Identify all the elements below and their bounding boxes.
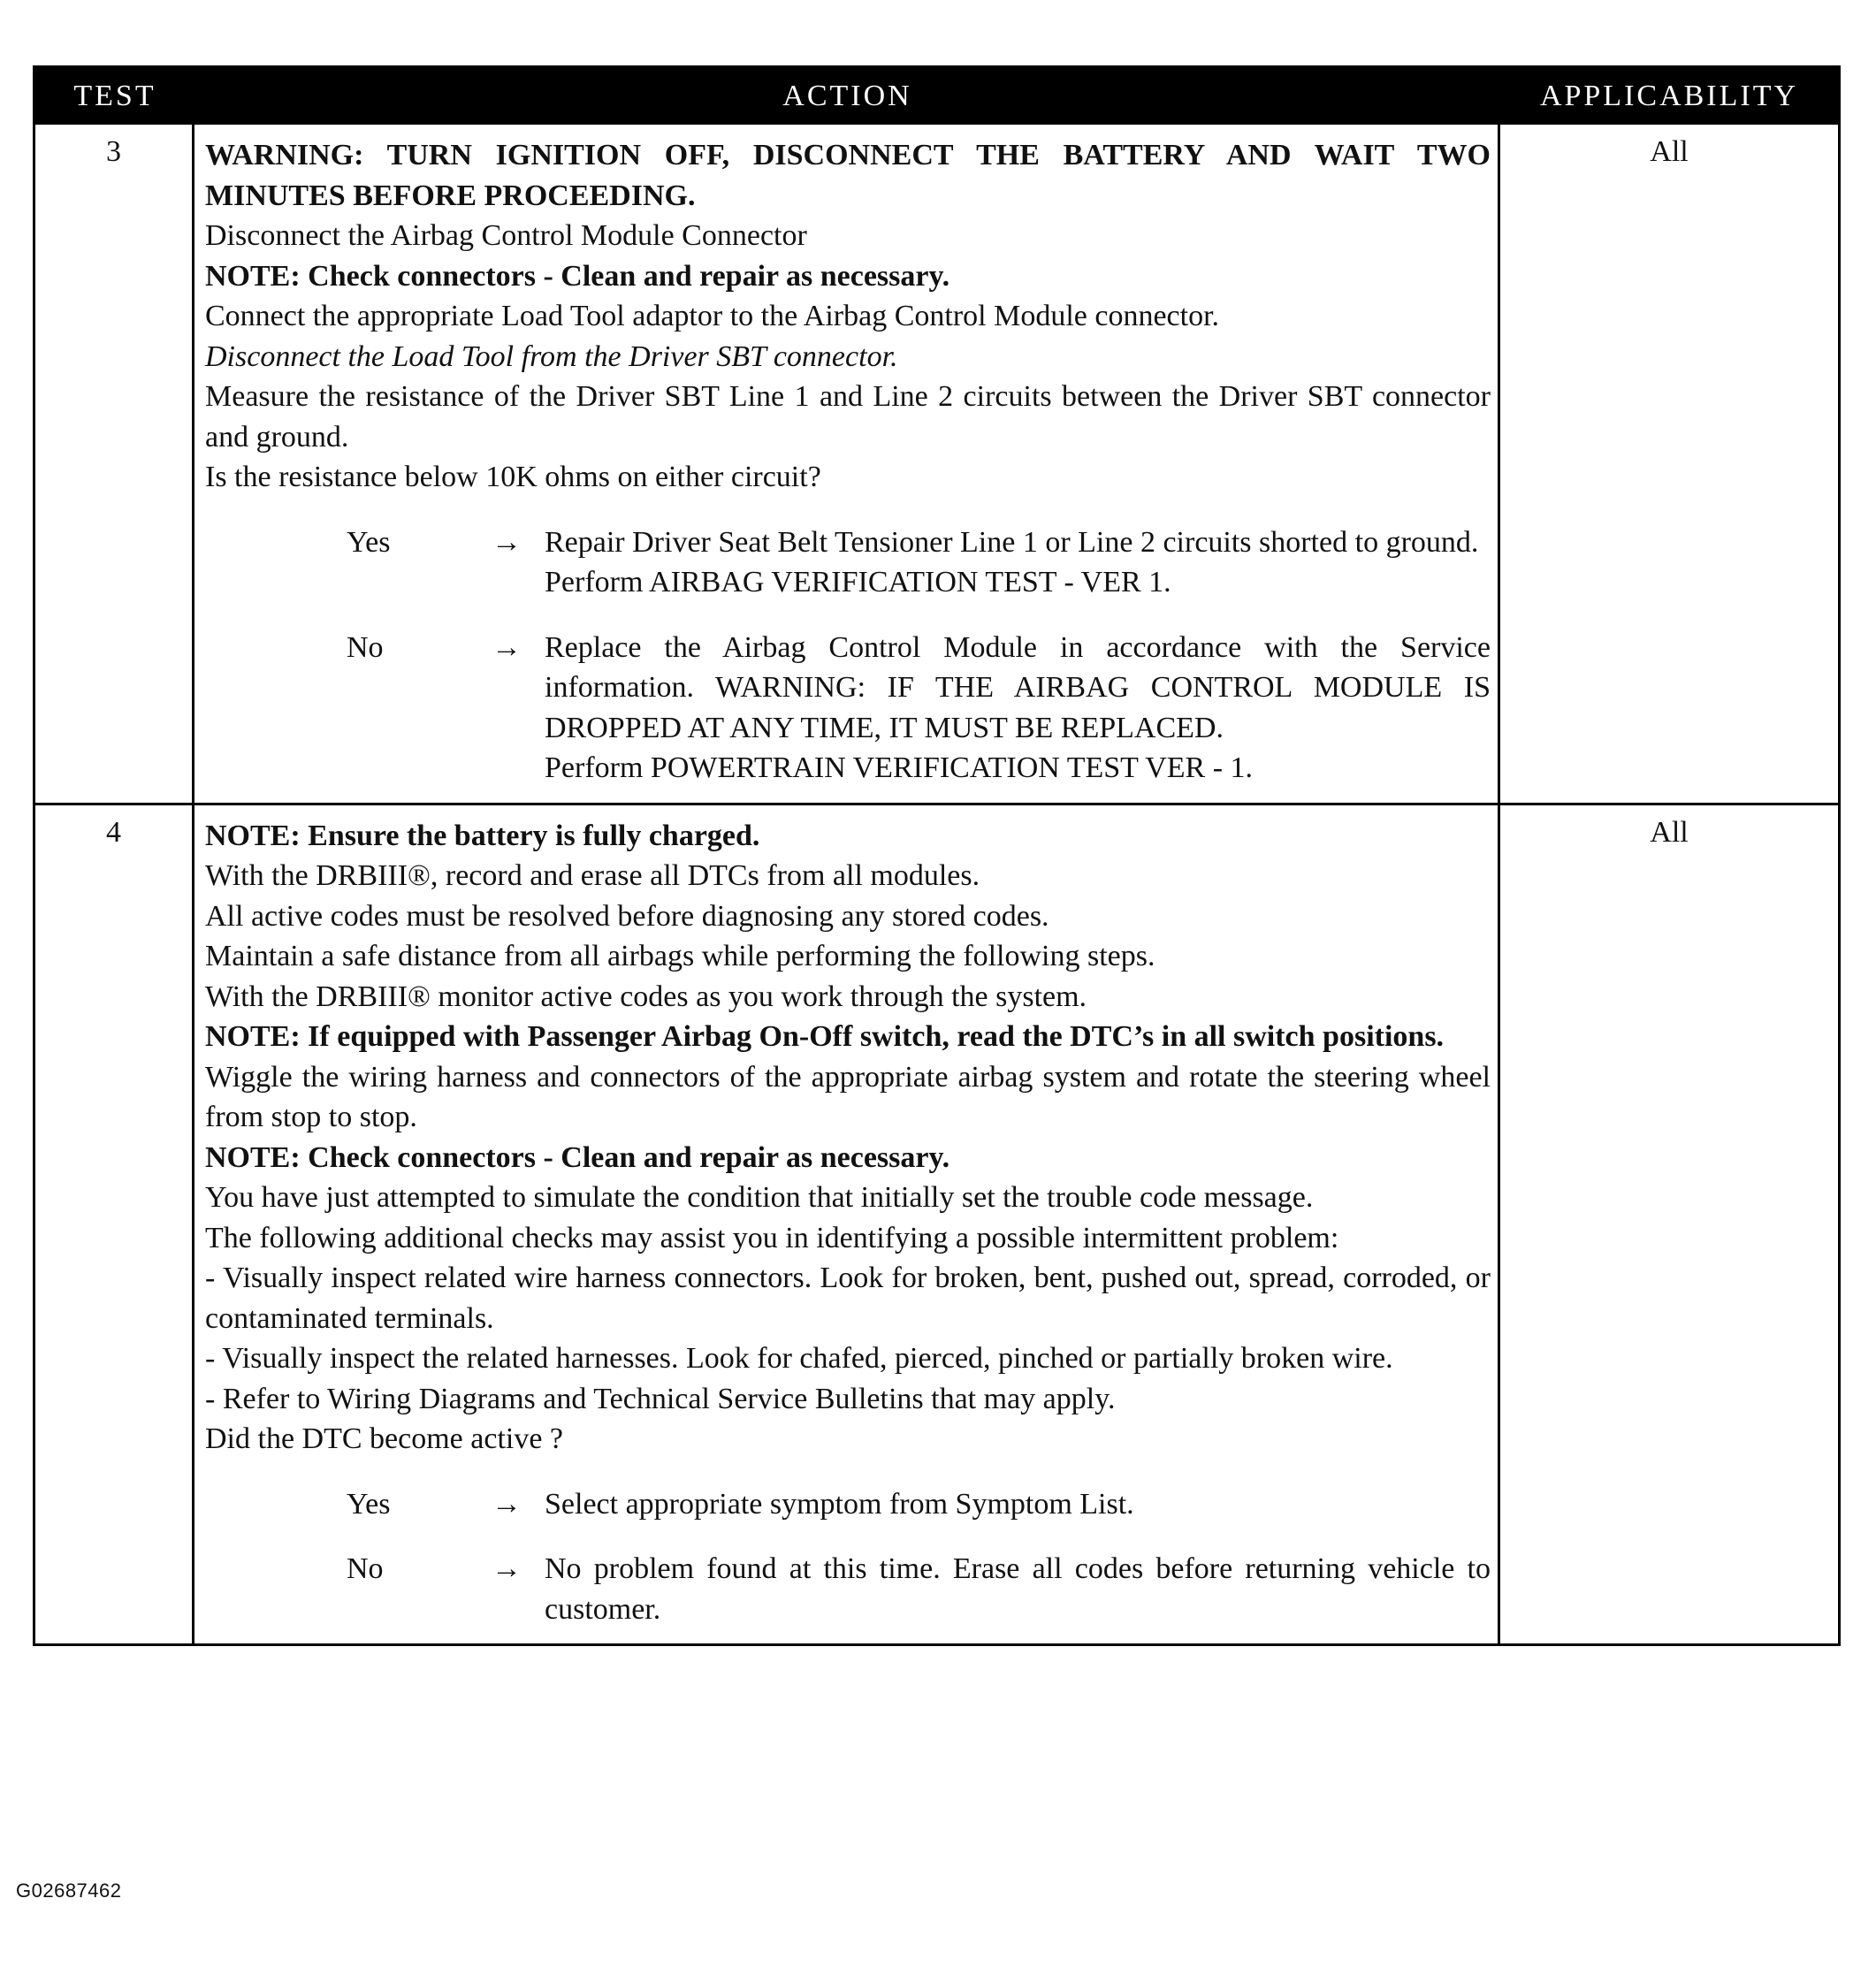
answer-text xyxy=(545,628,1491,789)
arrow-right-icon: → xyxy=(492,1487,522,1521)
action-step: Disconnect the Load Tool from the Driver SBT connector. xyxy=(205,339,898,373)
answer-line: Repair Driver Seat Belt Tensioner Line 1 or Line 2 circuits shorted to ground. xyxy=(545,525,1479,559)
action-step: Disconnect the Airbag Control Module Connector xyxy=(205,219,807,252)
test-number: 3 xyxy=(35,125,194,803)
question-text: Did the DTC become active ? xyxy=(205,1422,564,1455)
action-step: Measure the resistance of the Driver SBT Line 1 and Line 2 circuits between the Driver SBT connector and ground. xyxy=(205,380,1491,454)
note-text: NOTE: Ensure the battery is fully charged. xyxy=(205,819,760,852)
answer-label: Yes xyxy=(347,1487,391,1521)
action-step: With the DRBIII®, record and erase all DTCs from all modules. xyxy=(205,859,980,892)
arrow-right-icon: → xyxy=(492,630,522,664)
answer-yes xyxy=(205,1484,1491,1525)
answer-text: No problem found at this time. Erase all codes before returning vehicle to customer. xyxy=(545,1552,1491,1626)
note-text: NOTE: Check connectors - Clean and repair as necessary. xyxy=(205,259,950,293)
answer-label: No xyxy=(347,1552,384,1585)
check-item: - Visually inspect the related harnesses. Look for chafed, pierced, pinched or partially broken wire. xyxy=(205,1342,1393,1375)
action-cell xyxy=(194,805,1500,1644)
action-step: With the DRBIII® monitor active codes as you work through the system. xyxy=(205,980,1087,1013)
header-action: ACTION xyxy=(782,80,912,112)
answer-no xyxy=(205,1549,1491,1629)
answer-line: Replace the Airbag Control Module in accordance with the Service information. WARNING: IF THE AIRBAG CONTROL MODULE IS DROPPED AT ANY TIME, IT MUST BE REPLACED. xyxy=(545,630,1491,744)
action-step: All active codes must be resolved before diagnosing any stored codes. xyxy=(205,899,1049,933)
applicability-value: All xyxy=(1650,135,1689,168)
arrow-right-icon: → xyxy=(492,1552,522,1585)
action-cell xyxy=(194,125,1500,803)
action-step: You have just attempted to simulate the condition that initially set the trouble code message. xyxy=(205,1181,1314,1214)
note-text: NOTE: If equipped with Passenger Airbag On-Off switch, read the DTC’s in all switch positions. xyxy=(205,1020,1445,1053)
note-text: NOTE: Check connectors - Clean and repair as necessary. xyxy=(205,1140,950,1174)
table-header xyxy=(35,68,1838,125)
answer-text xyxy=(545,522,1491,603)
arrow-right-icon: → xyxy=(492,525,522,559)
answer-line: Perform AIRBAG VERIFICATION TEST - VER 1. xyxy=(545,566,1171,598)
action-step: The following additional checks may assist you in identifying a possible intermittent problem: xyxy=(205,1221,1339,1254)
table-row xyxy=(35,803,1838,1644)
figure-id: G02687462 xyxy=(16,1879,122,1902)
answer-yes xyxy=(205,522,1491,603)
header-test: TEST xyxy=(73,80,156,112)
action-step: Connect the appropriate Load Tool adaptor to the Airbag Control Module connector. xyxy=(205,300,1220,332)
answer-label: Yes xyxy=(347,525,391,559)
answer-line: Perform POWERTRAIN VERIFICATION TEST VER - 1. xyxy=(545,751,1254,784)
header-applicability: APPLICABILITY xyxy=(1539,80,1799,112)
action-step: Maintain a safe distance from all airbags while performing the following steps. xyxy=(205,940,1155,972)
answer-label: No xyxy=(347,630,384,664)
diagnostic-table xyxy=(33,65,1841,1646)
check-item: - Refer to Wiring Diagrams and Technical Service Bulletins that may apply. xyxy=(205,1382,1116,1415)
action-step: Wiggle the wiring harness and connectors of the appropriate airbag system and rotate the steering wheel from stop to stop. xyxy=(205,1060,1491,1133)
table-row xyxy=(35,125,1838,803)
warning-text: WARNING: TURN IGNITION OFF, DISCONNECT THE BATTERY AND WAIT TWO MINUTES BEFORE PROCEEDING. xyxy=(205,139,1491,212)
test-number: 4 xyxy=(35,805,194,1644)
question-text: Is the resistance below 10K ohms on either circuit? xyxy=(205,461,821,493)
check-item: - Visually inspect related wire harness connectors. Look for broken, bent, pushed out, spread, corroded, or contaminated terminals. xyxy=(205,1262,1491,1335)
answer-no xyxy=(205,628,1491,789)
applicability-value: All xyxy=(1650,815,1689,849)
answer-text: Select appropriate symptom from Symptom List. xyxy=(545,1487,1134,1521)
